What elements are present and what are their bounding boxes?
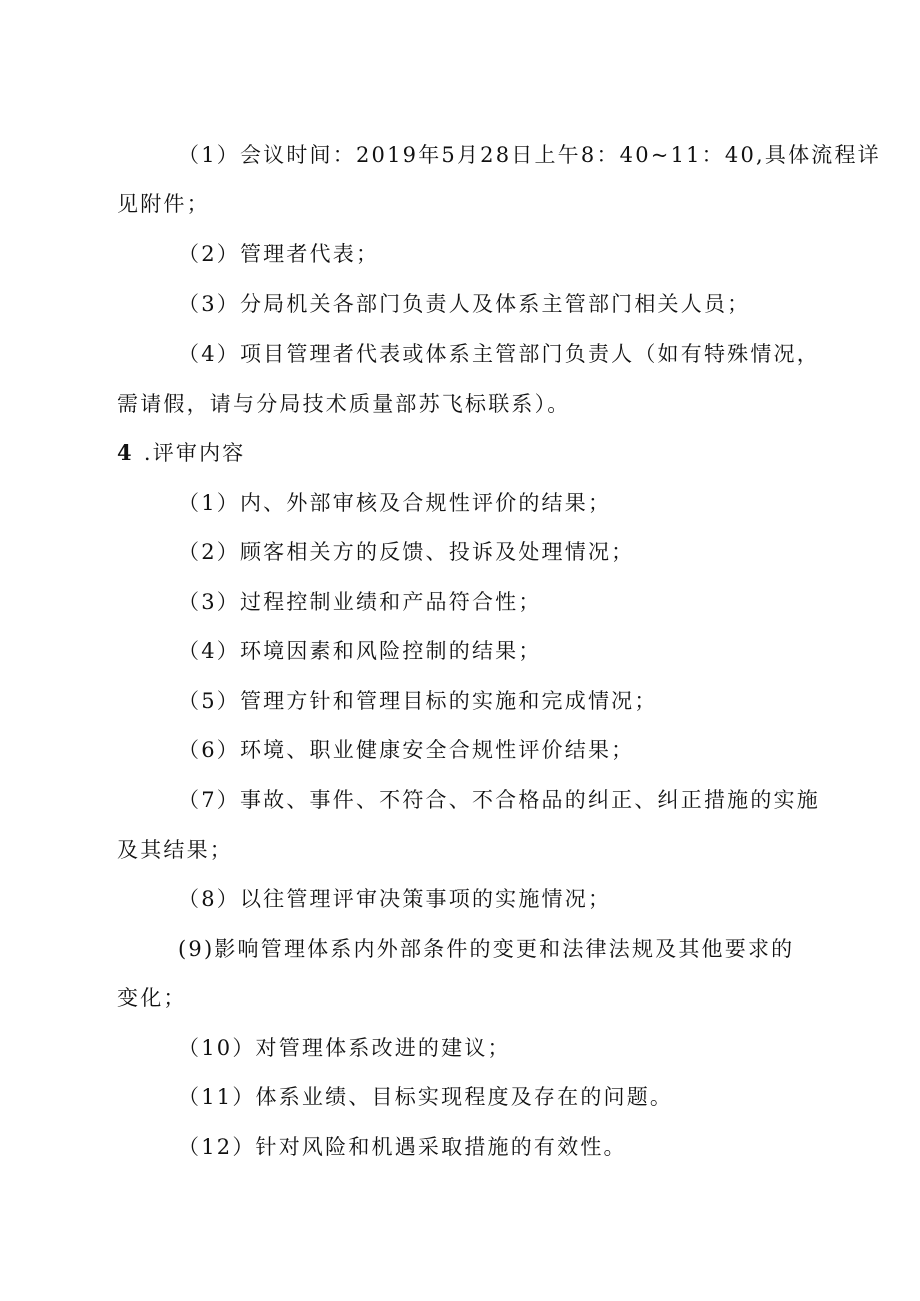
meeting-item-3: （3）分局机关各部门负责人及体系主管部门相关人员； — [178, 292, 751, 316]
meeting-item-4-line-1: （4）项目管理者代表或体系主管部门负责人（如有特殊情况， — [178, 342, 820, 366]
review-item-9-line-2: 变化； — [117, 986, 187, 1010]
review-item-2: （2）顾客相关方的反馈、投诉及处理情况； — [178, 540, 635, 564]
review-item-3: （3）过程控制业绩和产品符合性； — [178, 590, 542, 614]
review-item-11: （11）体系业绩、目标实现程度及存在的问题。 — [178, 1085, 674, 1109]
section-4-title: .评审内容 — [143, 441, 246, 465]
meeting-item-1-line-2: 见附件； — [117, 192, 210, 216]
review-item-10: （10）对管理体系改进的建议； — [178, 1036, 511, 1060]
review-item-4: （4）环境因素和风险控制的结果； — [178, 639, 542, 663]
meeting-item-1-line-1: （1）会议时间：2019年5月28日上午8：40~11：40,具体流程详 — [178, 143, 881, 167]
review-item-1: （1）内、外部审核及合规性评价的结果； — [178, 491, 612, 515]
review-item-8: （8）以往管理评审决策事项的实施情况； — [178, 887, 612, 911]
review-item-7-line-2: 及其结果； — [117, 838, 233, 862]
review-item-5: （5）管理方针和管理目标的实施和完成情况； — [178, 689, 658, 713]
review-item-9-line-1: (9)影响管理体系内外部条件的变更和法律法规及其他要求的 — [178, 937, 795, 961]
review-item-7-line-1: （7）事故、事件、不符合、不合格品的纠正、纠正措施的实施 — [178, 788, 820, 812]
review-item-6: （6）环境、职业健康安全合规性评价结果； — [178, 738, 635, 762]
section-4-heading — [117, 439, 246, 467]
section-4-number: 4 — [117, 440, 134, 465]
meeting-item-2: （2）管理者代表； — [178, 242, 380, 266]
review-item-12: （12）针对风险和机遇采取措施的有效性。 — [178, 1135, 627, 1159]
meeting-item-4-line-2: 需请假，请与分局技术质量部苏飞标联系）。 — [117, 392, 571, 416]
